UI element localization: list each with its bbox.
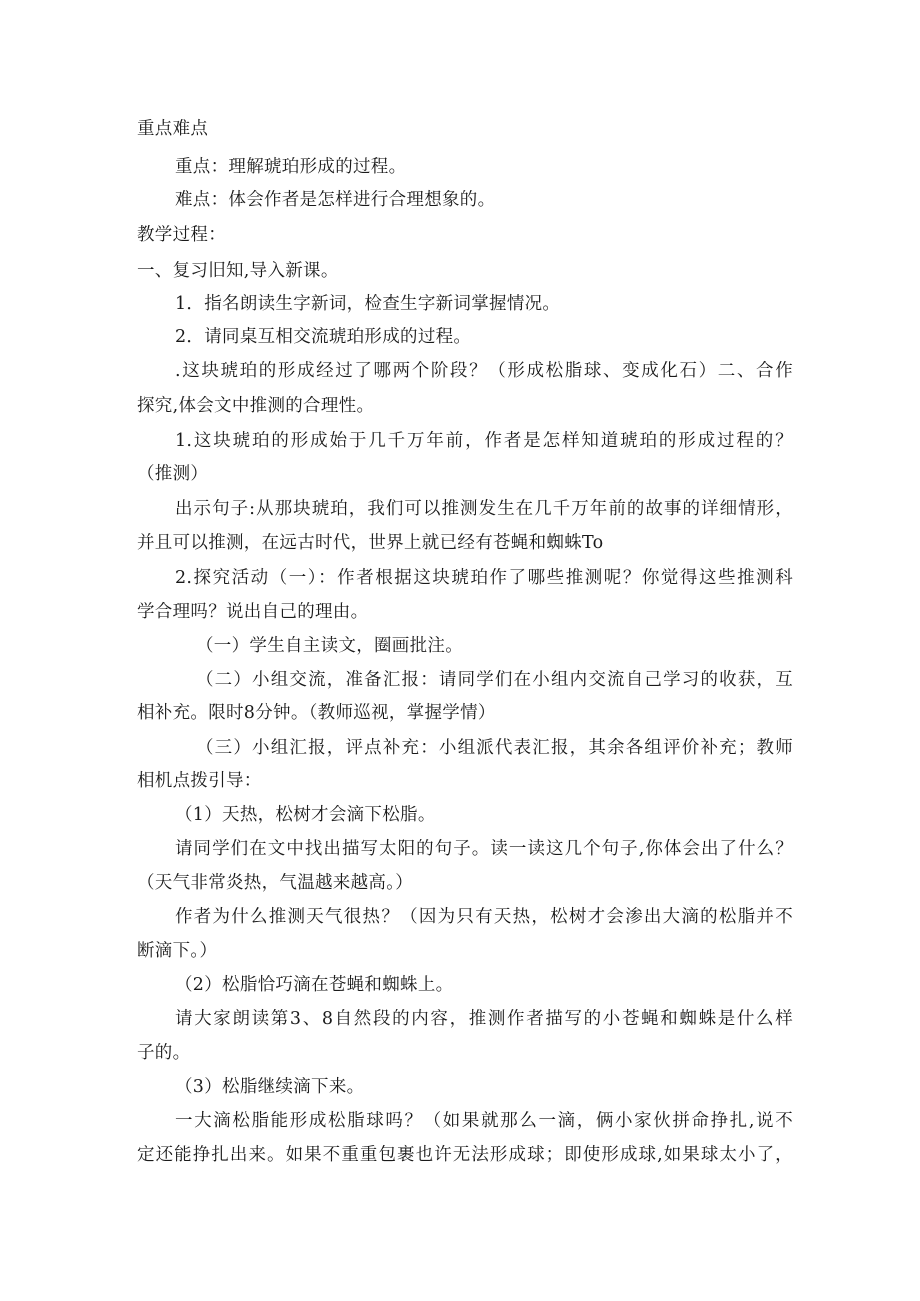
difficult-point: 难点：体会作者是怎样进行合理想象的。 bbox=[175, 190, 496, 210]
paragraph-line: 相补充。限时8分钟。（教师巡视，掌握学情） bbox=[137, 703, 496, 723]
list-item: （1）天热，松树才会滴下松脂。 bbox=[175, 805, 436, 825]
paragraph-line: 作者为什么推测天气很热？（因为只有天热，松树才会渗出大滴的松脂并不 bbox=[175, 907, 793, 927]
paragraph-line: 2.探究活动（一）：作者根据这块琥珀作了哪些推测呢？你觉得这些推测科 bbox=[175, 568, 793, 588]
paragraph-line: 并且可以推测，在远古时代，世界上就已经有苍蝇和蜘蛛To bbox=[137, 533, 604, 553]
paragraph-line: （三）小组汇报，评点补充：小组派代表汇报，其余各组评价补充；教师 bbox=[196, 738, 793, 758]
list-item: （一）学生自主读文，圈画批注。 bbox=[196, 636, 463, 656]
paragraph-line: （推测） bbox=[137, 464, 209, 484]
paragraph-line: 子的。 bbox=[137, 1043, 191, 1063]
paragraph-line: 学合理吗？说出自己的理由。 bbox=[137, 602, 369, 622]
paragraph-line: .这块琥珀的形成经过了哪两个阶段？（形成松脂球、变成化石）二、合作 bbox=[175, 361, 793, 381]
paragraph-line: （二）小组交流，准备汇报：请同学们在小组内交流自己学习的收获，互 bbox=[196, 670, 793, 690]
paragraph-line: 1.这块琥珀的形成始于几千万年前，作者是怎样知道琥珀的形成过程的？ bbox=[175, 431, 793, 451]
list-item: （2）松脂恰巧滴在苍蝇和蜘蛛上。 bbox=[175, 975, 454, 995]
paragraph-line: 断滴下。） bbox=[137, 941, 218, 961]
list-item: 1．指名朗读生字新词，检查生字新词掌握情况。 bbox=[175, 294, 561, 314]
paragraph-line: 一大滴松脂能形成松脂球吗？（如果就那么一滴，俩小家伙拼命挣扎,说不 bbox=[175, 1111, 793, 1131]
paragraph-line: 请同学们在文中找出描写太阳的句子。读一读这几个句子,你体会出了什么？ bbox=[175, 839, 793, 859]
list-item: 2．请同桌互相交流琥珀形成的过程。 bbox=[175, 327, 472, 347]
list-item: （3）松脂继续滴下来。 bbox=[175, 1077, 365, 1097]
paragraph-line: 定还能挣扎出来。如果不重重包裹也许无法形成球；即使形成球,如果球太小了， bbox=[137, 1145, 793, 1165]
paragraph-line: 相机点拨引导： bbox=[137, 771, 262, 791]
paragraph-line: 出示句子:从那块琥珀，我们可以推测发生在几千万年前的故事的详细情形， bbox=[175, 499, 793, 519]
key-point: 重点：理解琥珀形成的过程。 bbox=[175, 157, 407, 177]
step-heading: 一、复习旧知,导入新课。 bbox=[137, 261, 339, 281]
paragraph-line: 探究,体会文中推测的合理性。 bbox=[137, 396, 375, 416]
section-heading: 教学过程： bbox=[137, 225, 226, 245]
paragraph-line: （天气非常炎热，气温越来越高。） bbox=[137, 873, 414, 893]
section-heading: 重点难点 bbox=[137, 119, 209, 139]
paragraph-line: 请大家朗读第3、8自然段的内容，推测作者描写的小苍蝇和蜘蛛是什么样 bbox=[175, 1009, 793, 1029]
